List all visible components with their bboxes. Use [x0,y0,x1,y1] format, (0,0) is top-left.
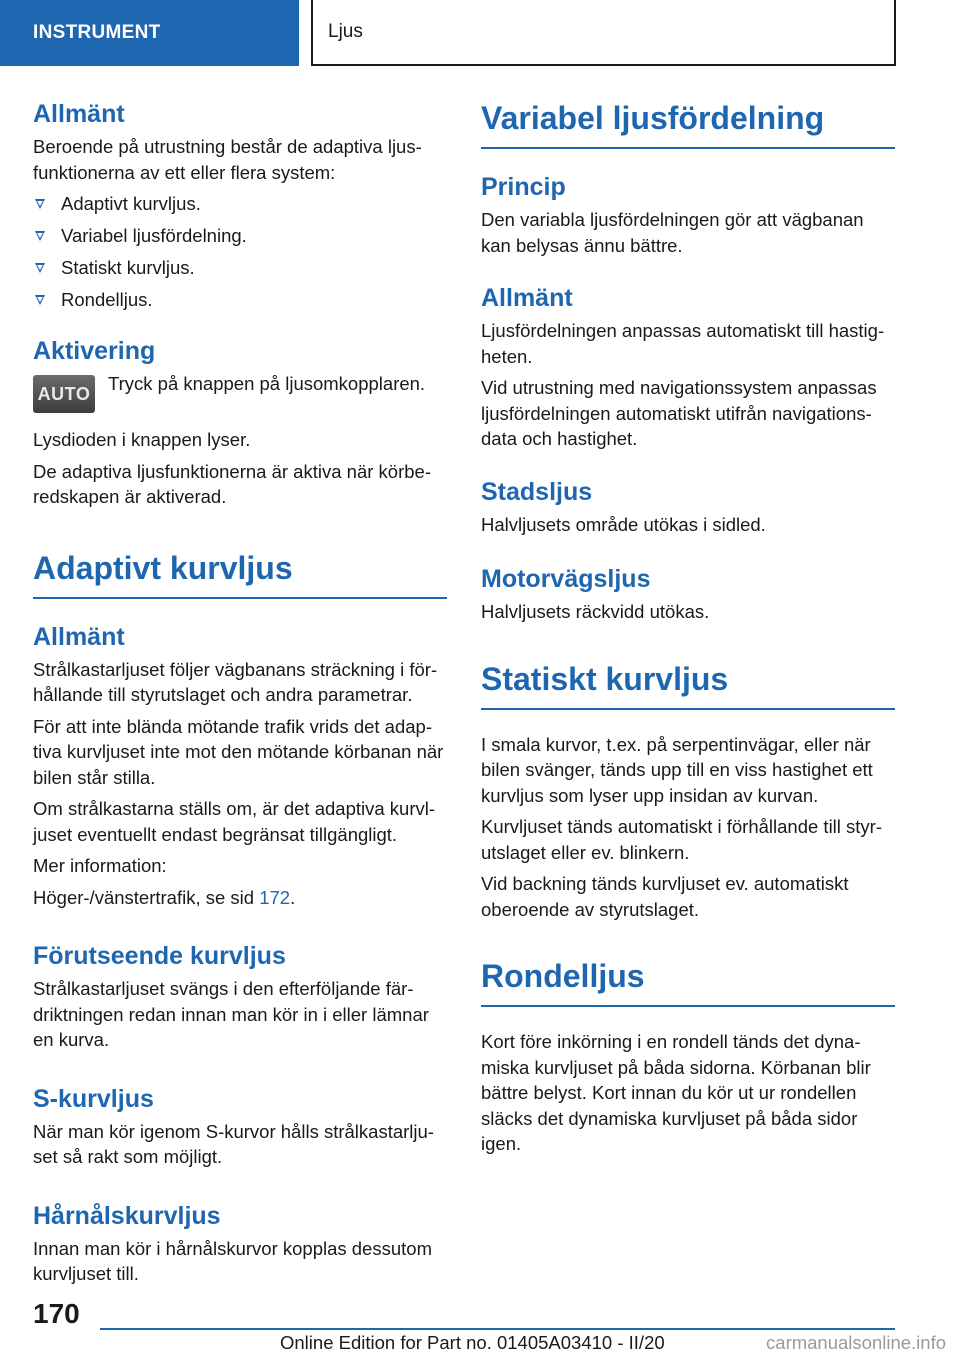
aktivering-p2: De adaptiva ljusfunktionerna är aktiva när körberedskapen är aktiverad. [33,460,431,507]
variabel-allmant-p1: Ljusfördelningen anpassas automatiskt till hastigheten. [481,320,885,367]
allmant-intro: Beroende på utrustning består de adaptiva ljusfunktionerna av ett eller flera system: [33,136,422,183]
skurv-p1: När man kör igenom S-kurvor hålls strålkastarljuset så rakt som möjligt. [33,1120,434,1167]
statiskt-p3: Vid backning tänds kurvljuset ev. automatiskt oberoende av styrutslaget. [481,873,849,920]
forutseende-p1: Strålkastarljuset svängs i den efterföljande färdriktningen redan innan man kör in i eller lämnar en kurva. [33,978,429,1050]
left-column [33,98,447,1293]
heading-stadsljus: Stadsljus [481,477,593,506]
heading-harnal: Hårnålskurvljus [33,1201,221,1230]
motorvagsljus-p: Halvljusets räckvidd utökas. [481,601,710,622]
auto-button-icon: AUTO [33,375,95,413]
heading-adaptivt-allmant: Allmänt [33,622,125,651]
list-item: Adaptivt kurvljus. [33,191,447,217]
triangle-bullet-icon [35,295,45,305]
adaptivt-p4: Mer information: [33,855,167,876]
list-item: Rondelljus. [33,287,447,313]
section-tab: INSTRUMENT [0,0,299,66]
adaptivt-p5: Höger-/vänstertrafik, se sid 172. [33,886,296,908]
harnal-p1: Innan man kör i hårnålskurvor kopplas dessutom kurvljuset till. [33,1237,432,1284]
page-header [0,0,960,66]
chapter-title: Ljus [311,0,896,66]
heading-s-kurvljus: S-kurvljus [33,1084,154,1113]
variabel-allmant-p2: Vid utrustning med navigationssystem anpassas ljusfördelningen automatiskt utifrån navigationsdata och hastighet. [481,377,877,449]
edition-text: Online Edition for Part no. 01405A03410 - II/20 [280,1332,665,1353]
heading-adaptivt-kurvljus: Adaptivt kurvljus [33,548,447,599]
stadsljus-p: Halvljusets område utökas i sidled. [481,513,766,535]
right-column [481,98,895,1163]
princip-p: Den variabla ljusfördelningen gör att vägbanan kan belysas ännu bättre. [481,209,864,256]
heading-forutseende: Förutseende kurvljus [33,942,286,970]
page-reference-link[interactable]: 172 [259,886,291,908]
adaptivt-p2: För att inte blända mötande trafik vrids det adaptiva kurvljuset inte mot den mötande körbanan när bilen står stilla. [33,715,444,788]
heading-aktivering: Aktivering [33,337,156,365]
triangle-bullet-icon [35,199,45,209]
statiskt-p2: Kurvljuset tänds automatiskt i förhållande till styrutslaget eller ev. blinkern. [481,816,883,863]
adaptivt-p3: Om strålkastarna ställs om, är det adaptiva kurvljuset eventuellt endast begränsat tillgängligt. [33,798,436,845]
triangle-bullet-icon [35,231,45,241]
heading-variabel-allmant: Allmänt [481,284,573,312]
list-item: Variabel ljusfördelning. [33,223,447,249]
aktivering-p1: Lysdioden i knappen lyser. [33,429,251,450]
watermark: carmanualsonline.info [766,1332,946,1353]
heading-motorvagsljus: Motorvägsljus [481,565,651,593]
heading-rondelljus: Rondelljus [481,956,895,1007]
heading-princip: Princip [481,173,566,201]
auto-instruction [33,371,447,413]
system-list [33,191,447,313]
rondell-p1: Kort före inkörning i en rondell tänds det dynamiska kurvljuset på båda sidorna. Körbanan blir bättre belyst. Kort innan du kör ut ur rondellen släcks det dynamiska kurvljuset på båda sidor igen. [481,1031,871,1154]
page-number: 170 [33,1298,80,1329]
statiskt-p1: I smala kurvor, t.ex. på serpentinvägar, eller när bilen svänger, tänds upp till en viss hastighet ett kurvljus som lyser upp insidan av kurvan. [481,733,873,806]
heading-variabel: Variabel ljusfördelning [481,98,895,149]
triangle-bullet-icon [35,263,45,273]
auto-instruction-text: Tryck på knappen på ljusomkopplaren. [108,373,426,394]
page-footer [0,1290,960,1362]
adaptivt-p1: Strålkastarljuset följer vägbanans sträckning i förhållande till styrutslaget och andra parametrar. [33,658,438,705]
heading-statiskt: Statiskt kurvljus [481,659,895,710]
footer-divider [100,1328,895,1330]
heading-allmant: Allmänt [33,100,125,128]
list-item: Statiskt kurvljus. [33,255,447,281]
